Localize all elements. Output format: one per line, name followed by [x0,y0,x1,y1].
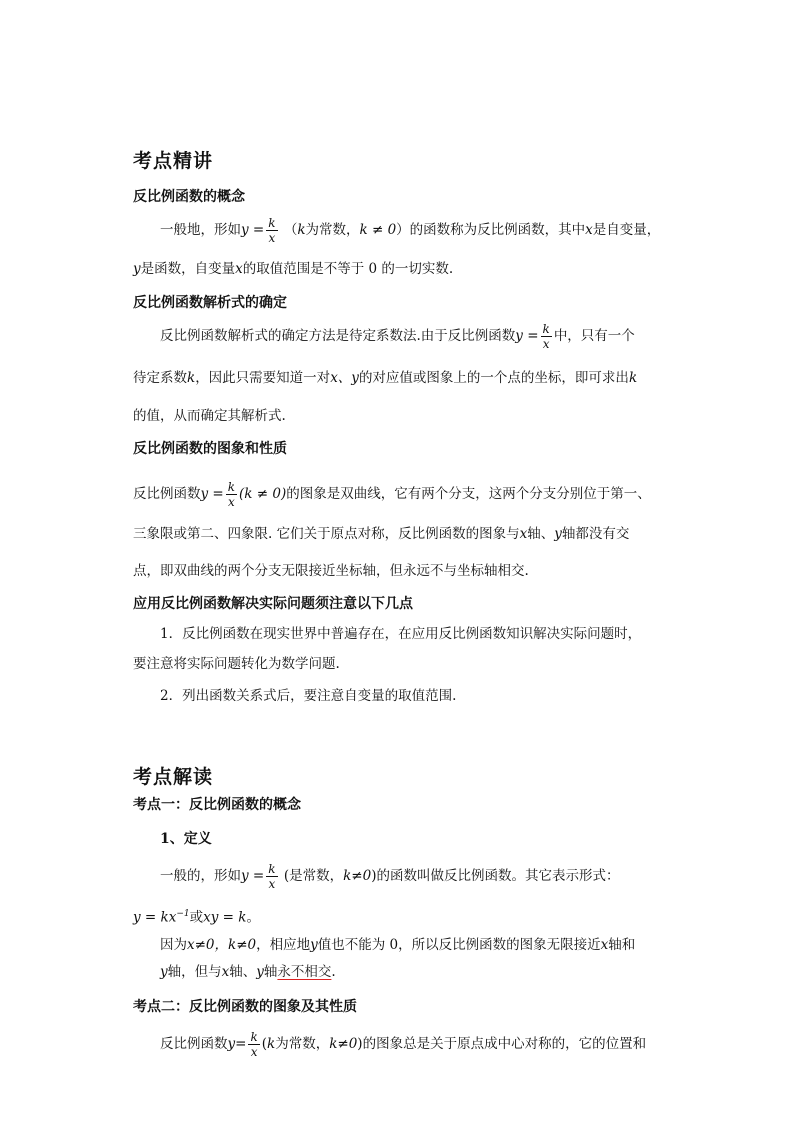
text: （ [283,222,298,238]
text: (是常数， [283,868,344,884]
heading-point-2: 考点二：反比例函数的图象及其性质 [133,999,357,1015]
text: 因为 [160,937,187,953]
math: y = [200,486,224,502]
definition-forms [133,904,260,928]
text: 的取值范围是不等于 0 的一切实数. [242,261,454,277]
definition-explanation [160,935,635,955]
graph-paragraph-line2 [133,524,629,544]
formula-paragraph [160,322,635,351]
text: ( [261,1036,268,1052]
apply-item-2: 2．列出函数关系式后，要注意自变量的取值范围. [160,688,457,704]
heading-apply: 应用反比例函数解决实际问题须注意以下几点 [133,596,413,612]
math: k≠0 [343,868,372,884]
math: x [519,526,528,542]
math: k [187,370,196,386]
math: x、y [330,370,359,386]
fraction-k-over-x [541,322,552,351]
math: y = [515,328,539,344]
heading-definition: 1、定义 [160,831,212,847]
text: 或 [189,909,204,926]
numerator: k [250,1030,258,1044]
text: 。 [246,909,260,926]
fraction-k-over-x [266,862,277,891]
math: y [554,526,562,542]
text: 轴和 [608,937,636,953]
fraction-k-over-x [248,1030,259,1059]
math: x [600,937,609,953]
math: x [235,261,243,277]
heading-concept: 反比例函数的概念 [133,189,245,205]
numerator: k [227,480,236,494]
text: 为常数， [305,222,360,238]
section-title-interpretation: 考点解读 [133,766,214,788]
text: ，因此只需要知道一对 [195,370,331,386]
denominator: x [542,337,550,351]
text: 值也不能为 0，所以反比例函数的图象无限接近 [317,937,601,953]
text: 轴，但与 [167,964,222,980]
text: ，相应地 [256,937,311,953]
numerator: k [268,862,276,876]
math: y = [241,868,265,884]
text: ）的函数称为反比例函数，其中 [396,222,586,238]
math: (k ≠ 0) [239,486,287,502]
text: )的图象总是关于原点成中心对称的，它的位置和 [357,1036,647,1052]
math: y = kx [133,909,177,926]
text: . [331,964,336,980]
heading-formula: 反比例函数解析式的确定 [133,295,287,311]
concept-paragraph [160,216,660,245]
math: y [160,964,168,980]
text: 反比例函数解析式的确定方法是待定系数法.由于反比例函数 [160,328,516,344]
graph-paragraph-line3: 点，即双曲线的两个分支无限接近坐标轴，但永远不与坐标轴相交. [133,563,529,579]
numerator: k [542,322,550,336]
text: 轴都没有交 [561,526,630,542]
formula-paragraph-line3: 的值，从而确定其解析式. [133,408,286,424]
numerator: k [268,216,276,230]
text: 反比例函数 [133,486,201,502]
text: )的函数叫做反比例函数。其它表示形式： [371,868,620,884]
property-paragraph [160,1030,646,1059]
concept-paragraph-line2 [133,259,453,279]
underlined-never-intersect: 永不相交 [277,964,332,980]
math: xy = k [203,909,247,926]
math: k [297,222,306,238]
math: x≠0，k≠0 [187,937,257,953]
math: x [585,222,593,238]
math: y [256,964,264,980]
section-title-key-points: 考点精讲 [133,150,214,172]
math: x [221,964,230,980]
denominator: x [268,231,276,245]
math: k [267,1036,276,1052]
text: 为常数， [275,1036,330,1052]
text: 是函数，自变量 [140,261,236,277]
math: y [133,261,141,277]
apply-item-1: 1．反比例函数在现实世界中普遍存在，在应用反比例函数知识解决实际问题时， [160,626,642,642]
denominator: x [250,1045,258,1059]
text: 三象限或第二、四象限. 它们关于原点对称，反比例函数的图象与 [133,526,520,542]
fraction-k-over-x [266,216,277,245]
denominator: x [268,877,276,891]
math: y= [227,1036,247,1052]
apply-item-1-line2: 要注意将实际问题转化为数学问题. [133,656,340,672]
definition-paragraph [160,862,619,891]
text: 的对应值或图象上的一个点的坐标，即可求出 [358,370,629,386]
text: 轴、 [229,964,257,980]
text: 轴 [263,964,278,980]
text: 一般的，形如 [160,868,241,884]
math: k≠0 [329,1036,358,1052]
text: 的图象是双曲线，它有两个分支，这两个分支分别位于第一、 [286,486,651,502]
heading-point-1: 考点一：反比例函数的概念 [133,797,301,813]
math: y = [241,222,265,238]
definition-explanation-line2 [160,962,336,982]
math: k ≠ 0 [359,222,397,238]
formula-paragraph-line2 [133,368,637,388]
math-superscript: −1 [176,909,190,919]
fraction-k-over-x [226,480,237,509]
text: 待定系数 [133,370,187,386]
math: y [310,937,318,953]
text: 轴、 [527,526,555,542]
text: 是自变量， [592,222,661,238]
text: 反比例函数 [160,1036,228,1052]
text: 一般地，形如 [160,222,241,238]
heading-graph: 反比例函数的图象和性质 [133,441,287,457]
math: k [628,370,638,386]
denominator: x [227,495,235,509]
graph-paragraph [133,480,651,509]
text: 中，只有一个 [553,328,635,344]
